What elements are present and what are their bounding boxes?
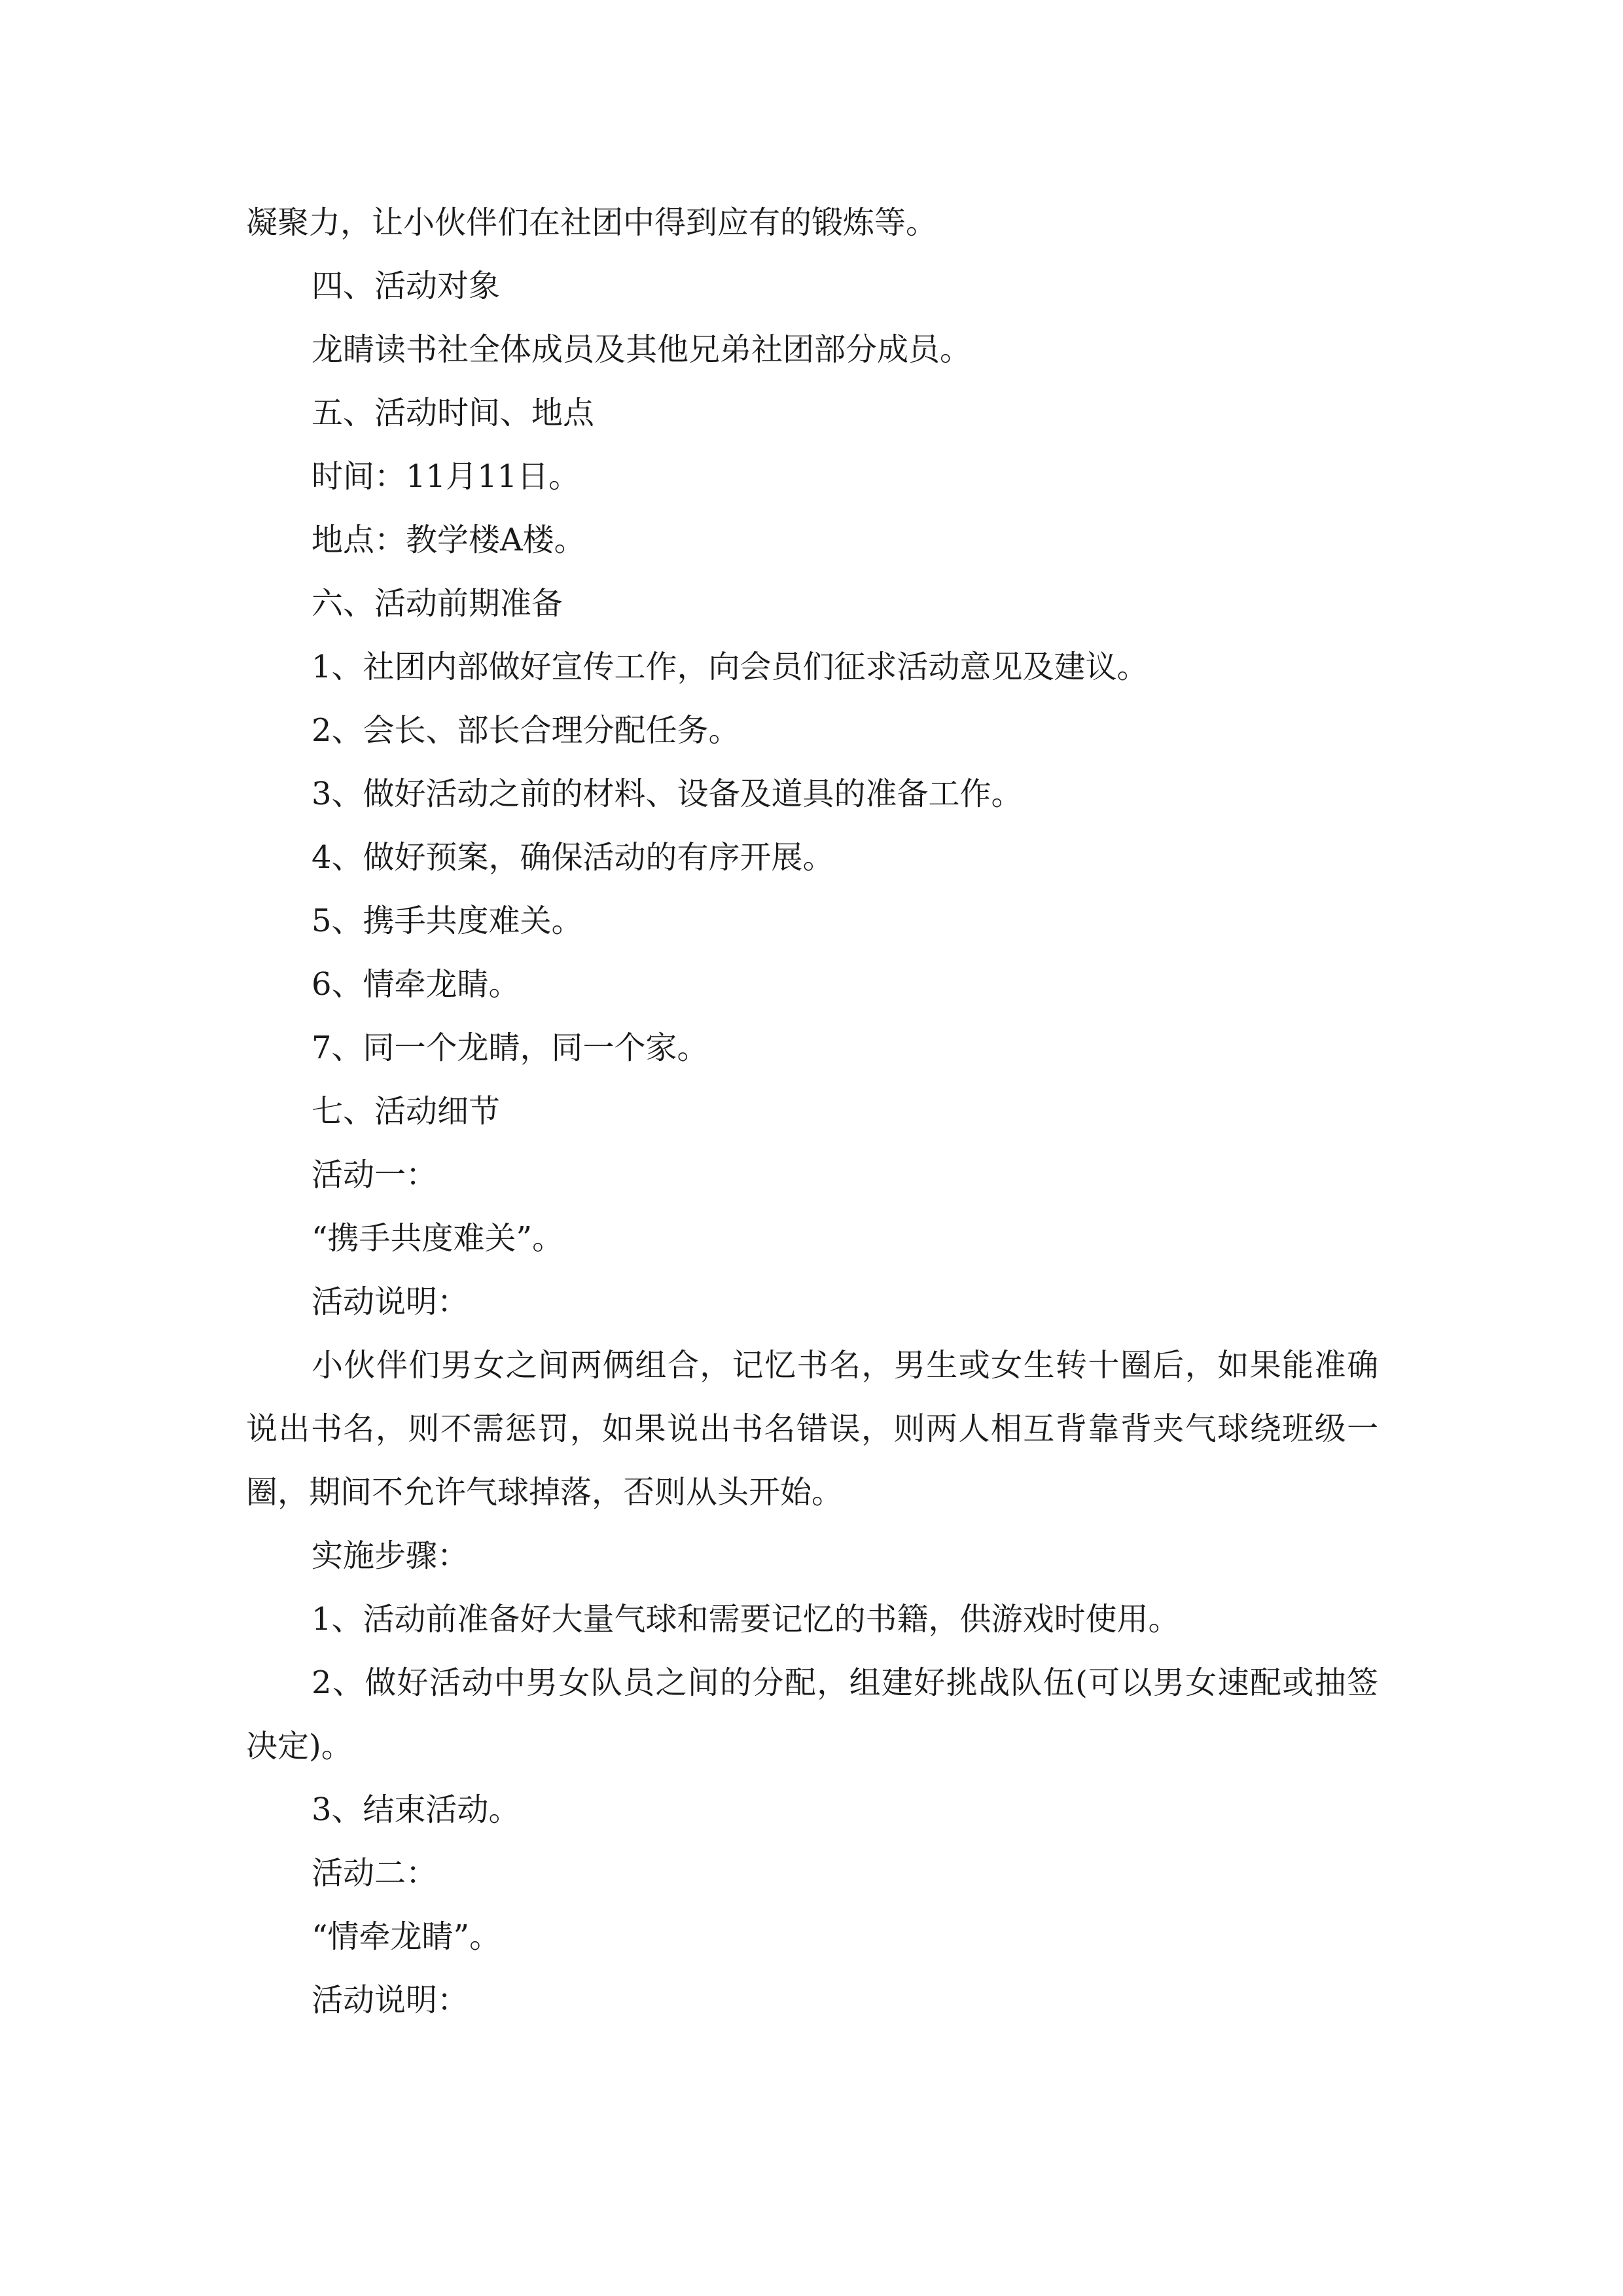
activity-title: “情牵龙睛”。 bbox=[312, 1918, 501, 1955]
list-item: 1、社团内部做好宣传工作，向会员们征求活动意见及建议。 bbox=[312, 649, 1149, 685]
location-line: 地点：教学楼A楼。 bbox=[312, 522, 586, 558]
section-heading-4: 四、活动对象 bbox=[312, 268, 501, 304]
list-item: 2、做好活动中男女队员之间的分配，组建好挑战队伍(可以男女速配或抽签决定)。 bbox=[246, 1664, 1378, 1765]
list-item: 4、做好预案，确保活动的有序开展。 bbox=[312, 839, 834, 876]
list-item: 2、会长、部长合理分配任务。 bbox=[312, 712, 740, 749]
paragraph-continuation: 凝聚力，让小伙伴们在社团中得到应有的锻炼等。 bbox=[246, 204, 938, 241]
activity-title: “携手共度难关”。 bbox=[312, 1220, 564, 1257]
section-heading-5: 五、活动时间、地点 bbox=[312, 395, 595, 431]
activity-description-label: 活动说明： bbox=[312, 1982, 469, 2018]
steps-label: 实施步骤： bbox=[312, 1537, 469, 1574]
paragraph: 龙睛读书社全体成员及其他兄弟社团部分成员。 bbox=[312, 331, 972, 368]
list-item: 6、情牵龙睛。 bbox=[312, 966, 520, 1003]
activity-description: 小伙伴们男女之间两俩组合，记忆书名，男生或女生转十圈后，如果能准确说出书名，则不需惩罚，如果说出书名错误，则两人相互背靠背夹气球绕班级一圈，期间不允许气球掉落，否则从头开始。 bbox=[246, 1347, 1378, 1511]
list-item: 3、结束活动。 bbox=[312, 1791, 520, 1828]
time-line: 时间：11月11日。 bbox=[312, 458, 580, 495]
document-body bbox=[246, 191, 1378, 2032]
list-item: 1、活动前准备好大量气球和需要记忆的书籍，供游戏时使用。 bbox=[312, 1601, 1180, 1638]
list-item: 7、同一个龙睛，同一个家。 bbox=[312, 1030, 709, 1066]
section-heading-7: 七、活动细节 bbox=[312, 1093, 501, 1130]
list-item: 5、携手共度难关。 bbox=[312, 903, 583, 939]
activity-label: 活动一： bbox=[312, 1157, 438, 1193]
activity-description-label: 活动说明： bbox=[312, 1283, 469, 1320]
activity-label: 活动二： bbox=[312, 1855, 438, 1892]
section-heading-6: 六、活动前期准备 bbox=[312, 585, 563, 622]
list-item: 3、做好活动之前的材料、设备及道具的准备工作。 bbox=[312, 776, 1023, 812]
